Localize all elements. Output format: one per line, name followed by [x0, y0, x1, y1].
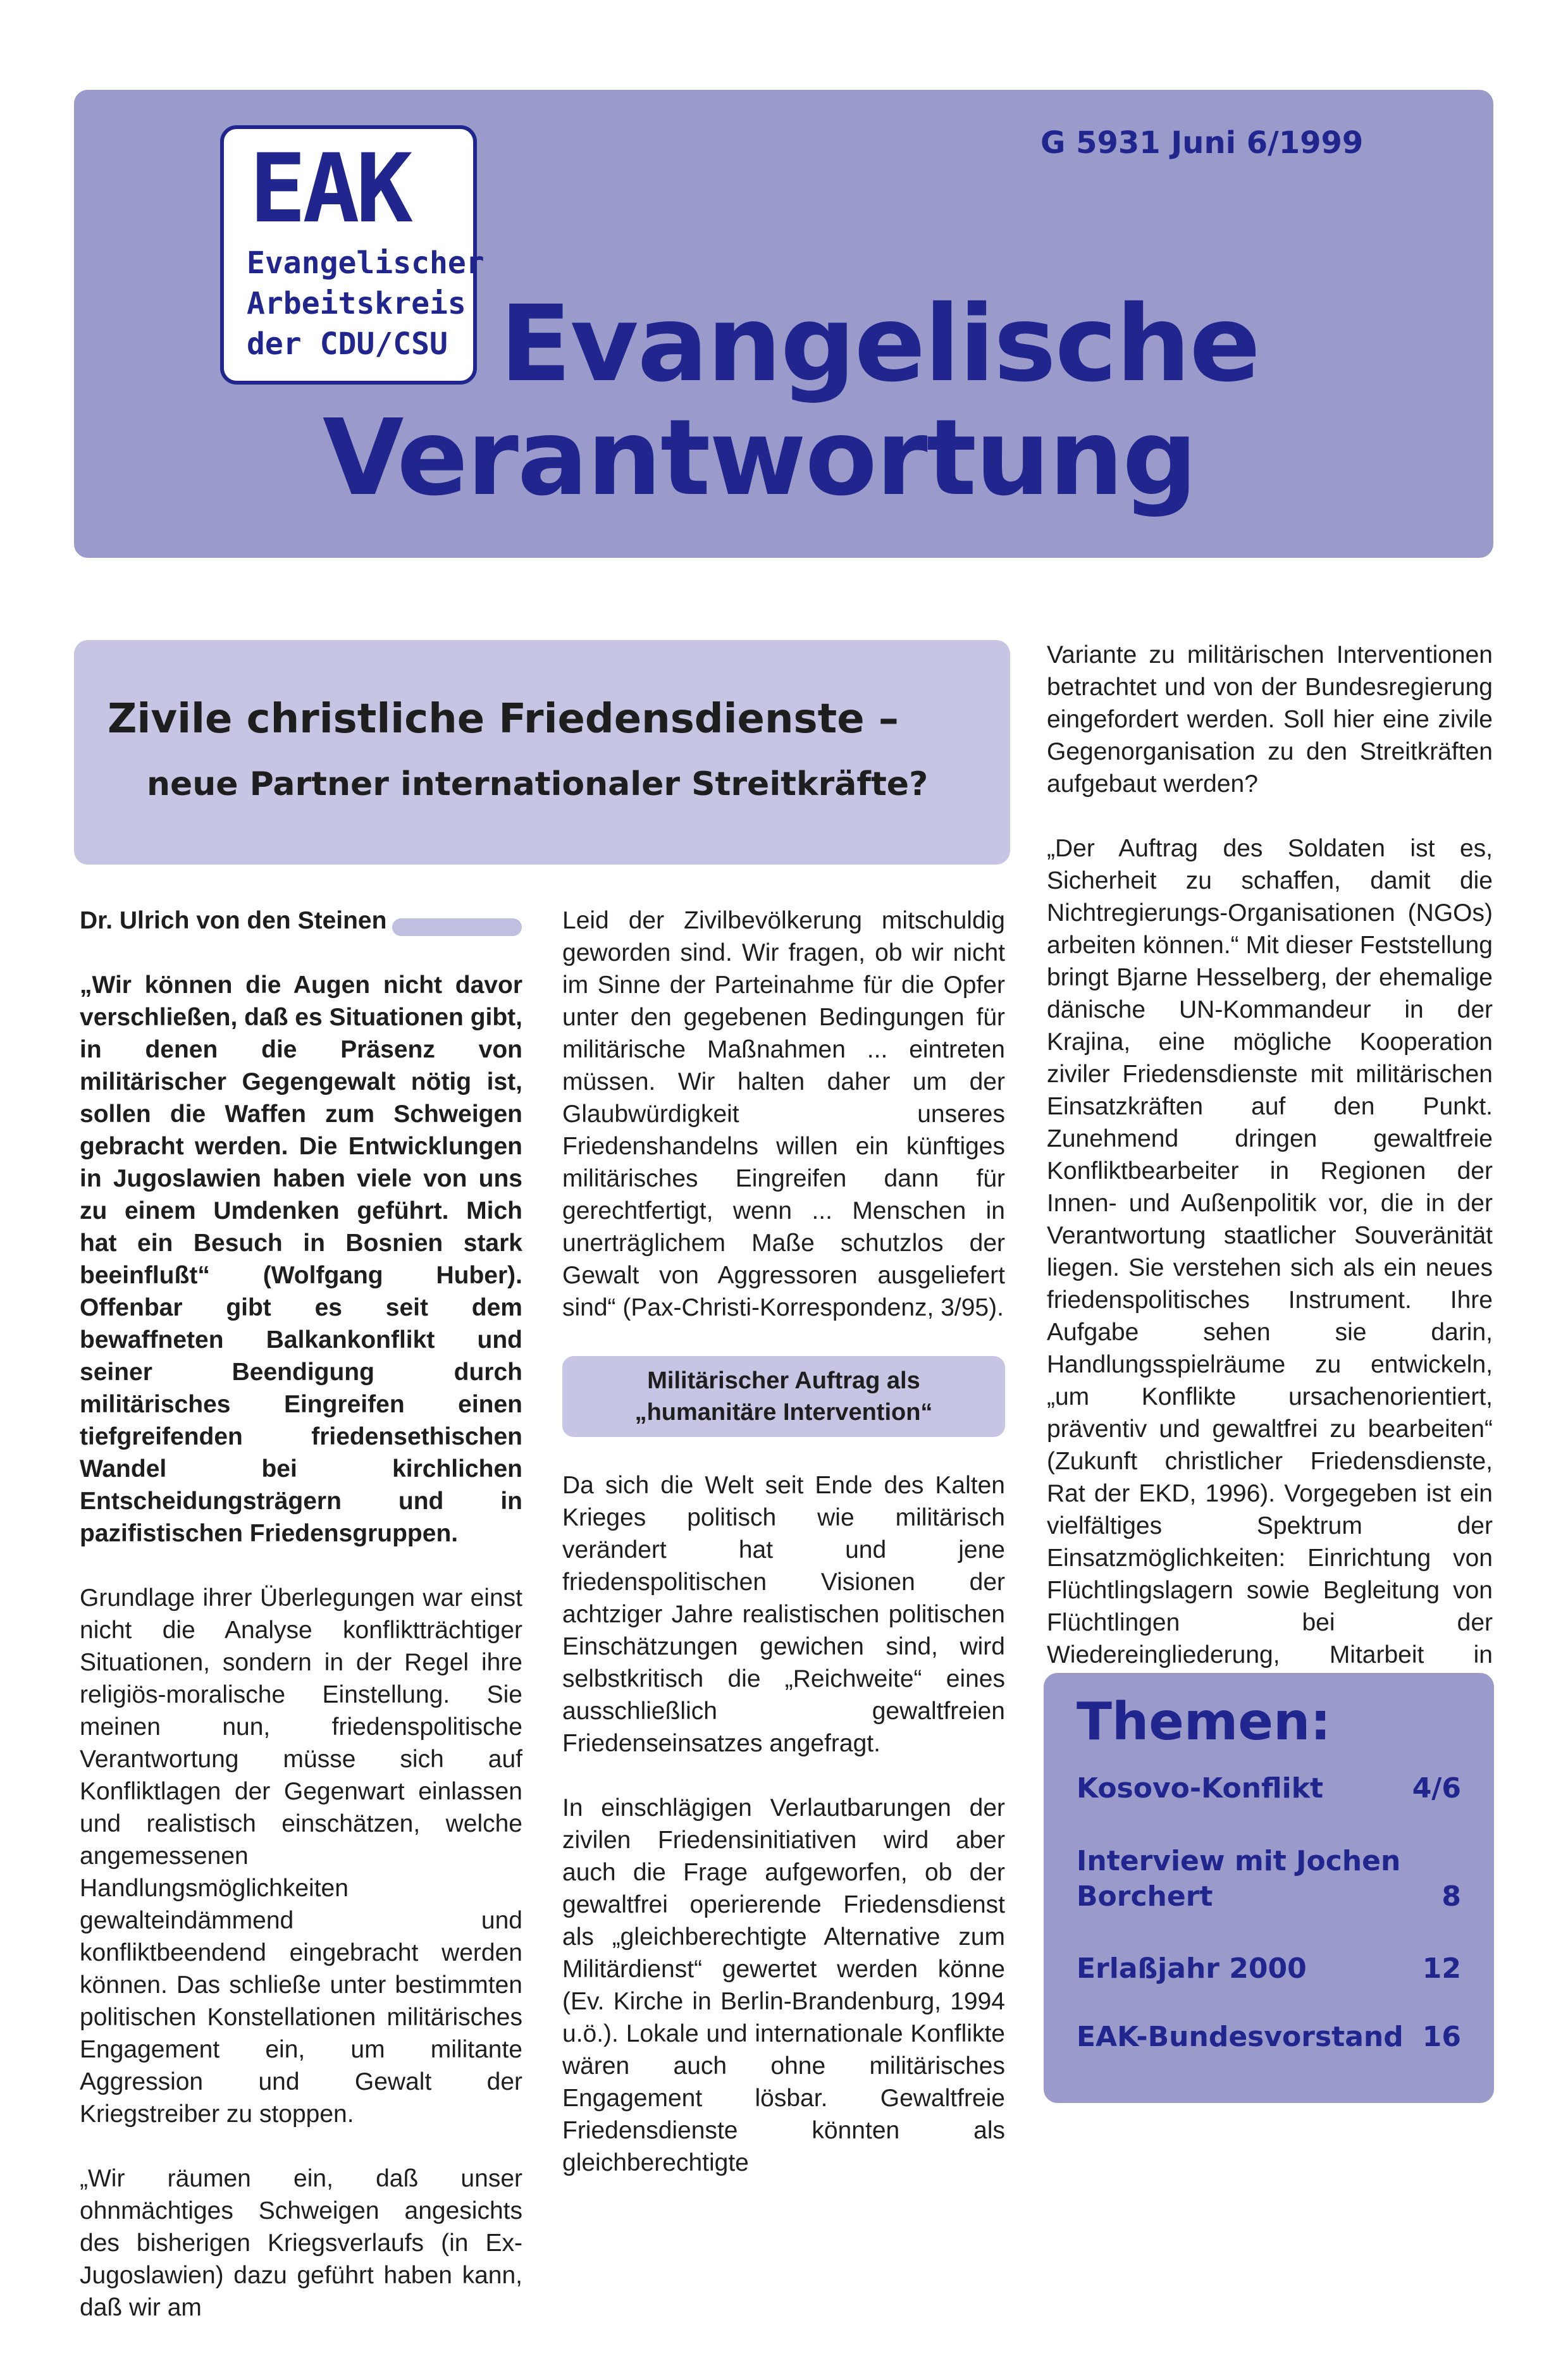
- themen-title: Themen:: [1077, 1692, 1331, 1752]
- body-paragraph: In einschlägigen Verlautbarungen der zivilen Friedensinitiativen wird aber auch die Frage aufgeworfen, ob der gewaltfrei operierende Friedensdienst als „gleichberechtigte Alternative zum Militärdienst“ gewertet werden könne (Ev. Kirche in Berlin-Brandenburg, 1994 u.ö.). Lokale und internationale Konflikte wären auch ohne militärisches Engagement lösbar. Gewaltfreie Friedensdienste könnten als gleichberechtigte: [562, 1794, 1005, 2176]
- article-column-2: [562, 904, 1005, 2211]
- body-paragraph: Da sich die Welt seit Ende des Kalten Krieges politisch wie militärisch verändert hat und jene friedenspolitischen Visionen der achtziger Jahre realistischen politischen Einschätzungen gewichen sind, wird selbstkritisch die „Reichweite“ eines ausschließlich gewaltfreien Friedenseinsatzes angefragt.: [562, 1472, 1005, 1757]
- body-paragraph: Leid der Zivilbevölkerung mitschuldig geworden sind. Wir fragen, ob wir nicht im Sinne der Parteinahme für die Opfer unter den gegebenen Bedingungen für militärische Maßnahmen ... eintreten müssen. Wir halten daher um der Glaubwürdigkeit unseres Friedenshandelns willen ein künftiges militärisches Eingreifen dann für gerechtfertigt, wenn ... Menschen in unerträglichem Maße schutzlos der Gewalt von Aggressoren ausgeliefert sind“ (Pax-Christi-Korrespondenz, 3/95).: [562, 907, 1005, 1321]
- headline-line-1: Zivile christliche Friedensdienste –: [108, 696, 899, 743]
- body-paragraph: „Der Auftrag des Soldaten ist es, Sicherheit zu schaffen, damit die Nichtregierungs-Organisationen (NGOs) arbeiten können.“ Mit dieser Feststellung bringt Bjarne Hesselberg, der ehemalige dänische UN-Kommandeur in der Krajina, eine mögliche Kooperation ziviler Friedensdienste mit militärischen Einsatzkräften auf den Punkt. Zunehmend dringen gewaltfreie Konfliktbearbeiter in Regionen der Innen- und Außenpolitik vor, die in der Verantwortung staatlicher Souveränität liegen. Sie verstehen sich als ein neues friedenspolitisches Instrument. Ihre Aufgabe sehen sie darin, Handlungsspielräume zu entwickeln, „um Konflikte ursachenorientiert, präventiv und gewaltfrei zu bearbeiten“ (Zukunft christlicher Friedensdienste, Rat der EKD, 1996). Vorgegeben ist ein vielfältiges Spektrum der Einsatzmöglichkeiten: Einrichtung von Flüchtlingslagern sowie Begleitung von Flüchtlingen bei der Wiedereingliederung, Mitarbeit in: [1047, 835, 1493, 1668]
- themen-item-page: 12: [1422, 1952, 1461, 1985]
- body-paragraph: „Wir räumen ein, daß unser ohnmächtiges Schweigen angesichts des bisherigen Kriegsverlaufs (in Ex-Jugoslawien) dazu geführt haben kann, daß wir am: [80, 2165, 522, 2321]
- themen-item[interactable]: [1077, 1844, 1461, 1915]
- themen-item-label: Erlaßjahr 2000: [1077, 1952, 1307, 1985]
- lead-paragraph: „Wir können die Augen nicht davor verschließen, daß es Situationen gibt, in denen die Präsenz von militärischer Gegengewalt nötig ist, sollen die Waffen zum Schweigen gebracht werden. Die Entwicklungen in Jugoslawien haben viele von uns zu einem Umdenken geführt. Mich hat ein Besuch in Bosnien stark beeinflußt“ (Wolfgang Huber). Offenbar gibt es seit dem bewaffneten Balkankonflikt und seiner Beendigung durch militärisches Eingreifen einen tiefgreifenden friedensethischen Wandel bei kirchlichen Entscheidungsträgern und in pazifistischen Friedensgruppen.: [80, 971, 522, 1547]
- title-line-2: Verantwortung: [323, 397, 1197, 519]
- themen-item-page: 8: [1441, 1880, 1461, 1913]
- subhead-line-2: „humanitäre Intervention“: [634, 1399, 933, 1426]
- headline-box: [74, 640, 1010, 865]
- body-paragraph: Variante zu militärischen Interventionen betrachtet und von der Bundesregierung eingefordert werden. Soll hier eine zivile Gegenorganisation zu den Streitkräften aufgebaut werden?: [1047, 641, 1493, 798]
- themen-item-page: 16: [1422, 2021, 1461, 2053]
- themen-item[interactable]: [1077, 1951, 1461, 1987]
- themen-item-page: 4/6: [1412, 1772, 1461, 1804]
- themen-item-label: Interview mit Jochen Borchert: [1077, 1845, 1401, 1913]
- themen-item[interactable]: [1077, 1771, 1461, 1806]
- themen-item-label: Kosovo-Konflikt: [1077, 1772, 1324, 1804]
- publication-title: [323, 283, 1474, 519]
- section-subhead: [562, 1356, 1005, 1437]
- article-column-1: [80, 904, 522, 2356]
- themen-box: [1044, 1673, 1494, 2103]
- logo-line: der CDU/CSU: [247, 326, 448, 362]
- logo-line: Evangelischer: [247, 245, 485, 281]
- logo-mark: EAK: [249, 134, 409, 244]
- themen-item[interactable]: [1077, 2020, 1461, 2055]
- logo-line: Arbeitskreis: [247, 286, 466, 321]
- article-column-3: [1047, 639, 1493, 1736]
- subhead-line-1: Militärischer Auftrag als: [647, 1367, 920, 1394]
- author-name: Dr. Ulrich von den Steinen: [80, 907, 387, 934]
- themen-item-label: EAK-Bundesvorstand: [1077, 2021, 1404, 2053]
- issue-number: G 5931 Juni 6/1999: [1040, 125, 1364, 161]
- body-paragraph: Grundlage ihrer Überlegungen war einst nicht die Analyse konfliktträchtiger Situationen, sondern in der Regel ihre religiös-moralische Einstellung. Sie meinen nun, friedenspolitische Verantwortung müsse sich auf Konfliktlagen der Gegenwart einlassen und realistisch einschätzen, welche angemessenen Handlungsmöglichkeiten gewalteindämmend und konfliktbeendend eingebracht werden können. Das schließe unter bestimmten politischen Konstellationen militärisches Engagement ein, um militante Aggression und Gewalt der Kriegstreiber zu stoppen.: [80, 1584, 522, 2128]
- title-line-1: Evangelische: [500, 283, 1259, 405]
- headline-line-2: neue Partner internationaler Streitkräfte?: [147, 765, 929, 803]
